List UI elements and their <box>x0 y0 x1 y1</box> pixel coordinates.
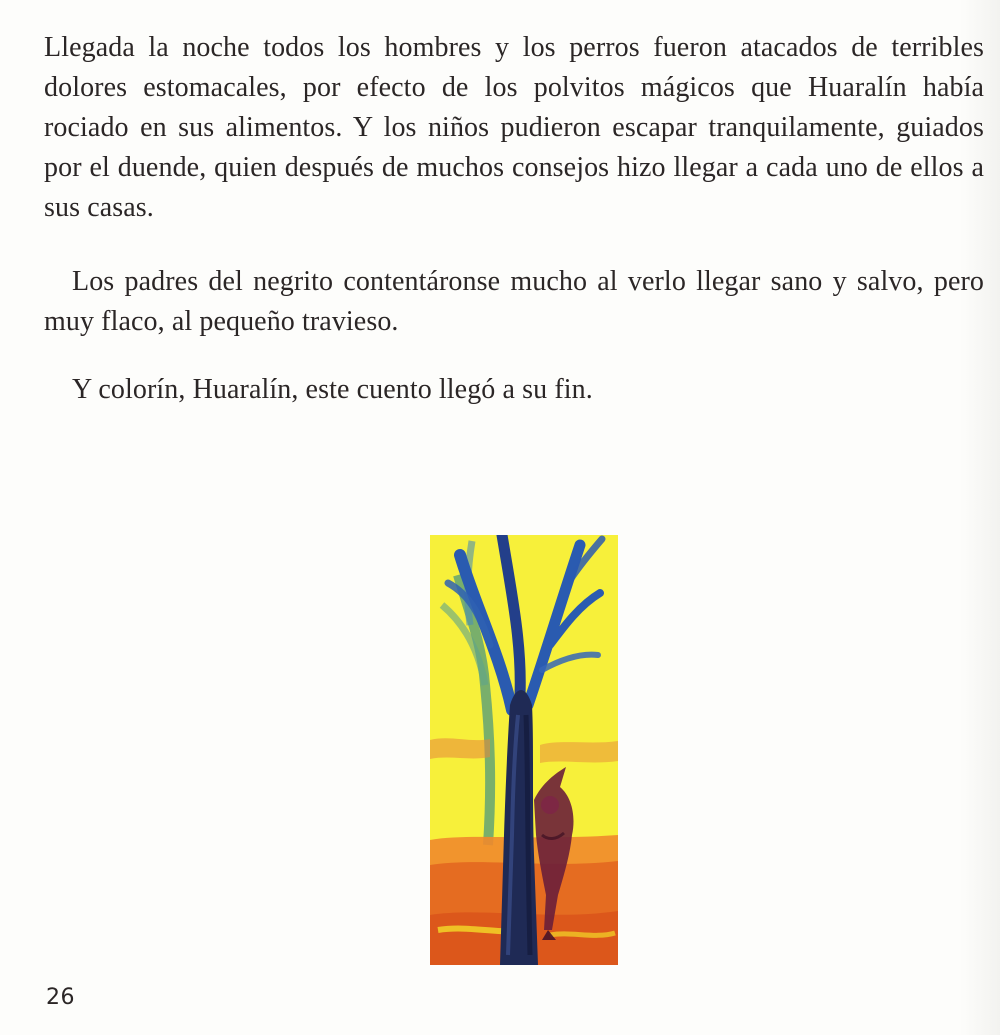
tree-with-goblin-illustration <box>430 535 618 965</box>
page-number: 26 <box>46 985 75 1010</box>
paragraph-1: Llegada la noche todos los hombres y los perros fueron atacados de terribles dolores estomacales, por efecto de los polvitos mágicos que Huaralín había rociado en sus alimentos. Y los niños pudieron escapar tranquilamente, guiados por el duende, quien después de muchos consejos hizo llegar a cada uno de ellos a sus casas. <box>44 32 984 223</box>
ground-patch <box>430 738 490 759</box>
paragraph-3: Y colorín, Huaralín, este cuento llegó a su fin. <box>72 374 593 405</box>
paragraph-2: Los padres del negrito contentáronse mucho al verlo llegar sano y salvo, pero muy flaco, al pequeño travieso. <box>44 266 984 337</box>
story-text <box>44 28 984 410</box>
illustration-drawing <box>430 535 618 965</box>
